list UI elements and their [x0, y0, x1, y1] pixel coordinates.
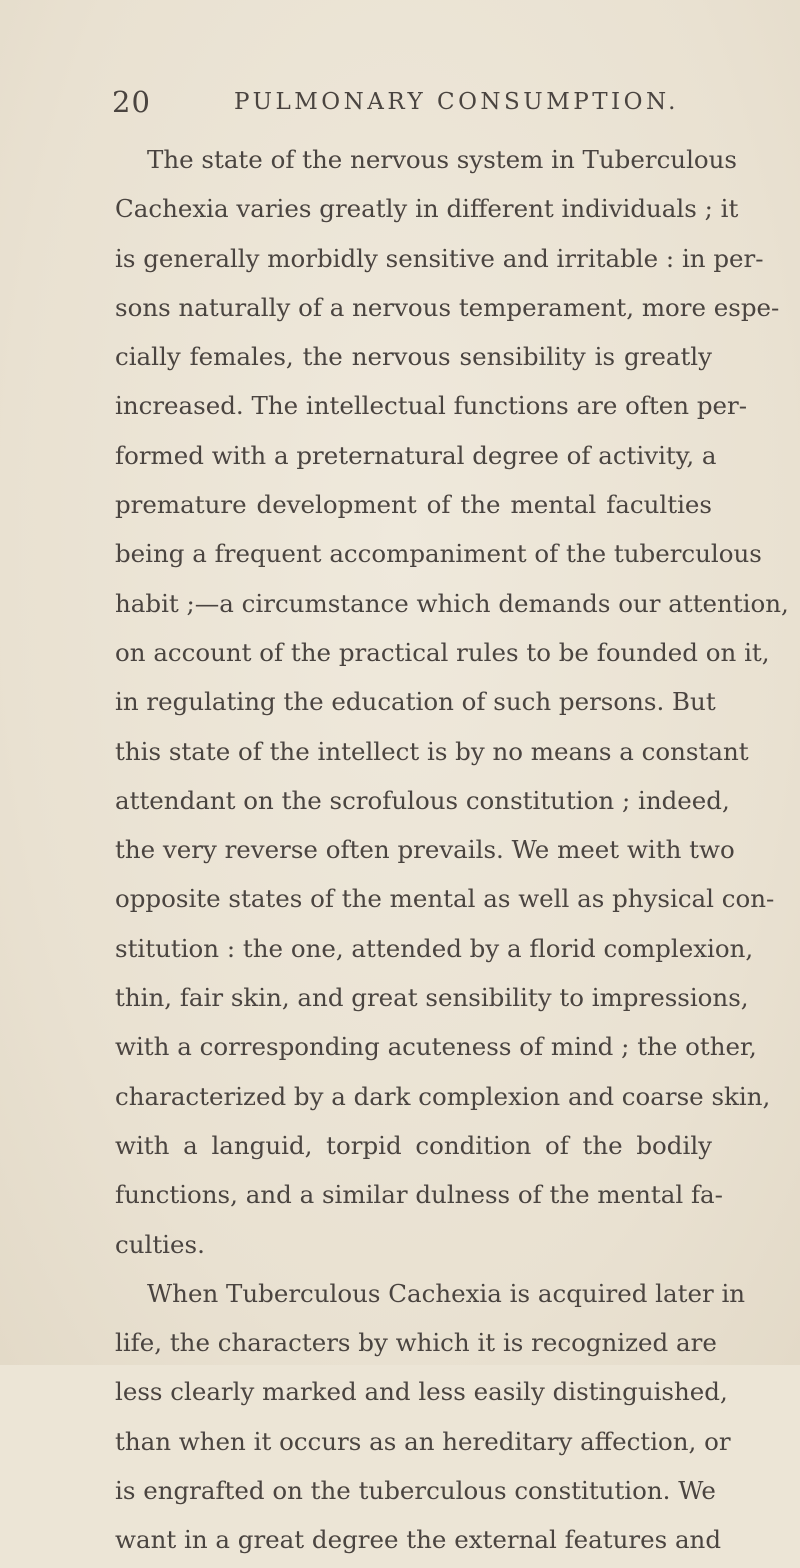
text-line: increased. The intellectual functions are often per- — [115, 391, 748, 421]
text-line: cially females, the nervous sensibility is greatly — [115, 342, 712, 372]
text-line: being a frequent accompaniment of the tuberculous — [115, 539, 762, 569]
text-line: with a languid, torpid condition of the bodily — [115, 1130, 712, 1160]
text-line: premature development of the mental faculties — [115, 490, 712, 520]
text-line: this state of the intellect is by no means a constant — [115, 736, 749, 766]
running-title: PULMONARY CONSUMPTION. — [234, 89, 679, 115]
text-line: The state of the nervous system in Tuberculous — [147, 145, 738, 174]
text-line: characterized by a dark complexion and coarse skin, — [115, 1081, 771, 1111]
text-line: is generally morbidly sensitive and irritable : in per- — [115, 243, 764, 273]
text-line: life, the characters by which it is recognized are — [115, 1328, 717, 1358]
text-line: When Tuberculous Cachexia is acquired later in — [147, 1278, 746, 1308]
text-line: stitution : the one, attended by a florid complexion, — [115, 933, 754, 963]
text-line: functions, and a similar dulness of the mental fa- — [115, 1180, 723, 1210]
text-line: in regulating the education of such persons. But — [115, 687, 716, 717]
page-number: 20 — [112, 85, 151, 119]
text-line: want in a great degree the external features and — [115, 1525, 722, 1555]
text-line: culties. — [115, 1229, 205, 1259]
running-head — [112, 82, 752, 122]
text-line: is engrafted on the tuberculous constitution. We — [115, 1476, 716, 1506]
text-line: than when it occurs as an hereditary affection, or — [115, 1426, 731, 1456]
text-line: on account of the practical rules to be founded on it, — [115, 637, 770, 667]
text-line: the very reverse often prevails. We meet with two — [115, 835, 735, 865]
text-line: attendant on the scrofulous constitution ; indeed, — [115, 785, 730, 815]
text-line: habit ;—a circumstance which demands our attention, — [115, 588, 789, 618]
text-line: thin, fair skin, and great sensibility to impressions, — [115, 983, 749, 1013]
text-line: Cachexia varies greatly in different individuals ; it — [115, 194, 739, 224]
body-text — [115, 138, 789, 1568]
text-line: with a corresponding acuteness of mind ; the other, — [115, 1032, 757, 1062]
text-line: sons naturally of a nervous temperament, more espe- — [115, 292, 780, 322]
text-line: opposite states of the mental as well as physical con- — [115, 884, 775, 914]
text-line: less clearly marked and less easily distinguished, — [115, 1377, 728, 1407]
text-line: formed with a preternatural degree of activity, a — [115, 440, 717, 470]
